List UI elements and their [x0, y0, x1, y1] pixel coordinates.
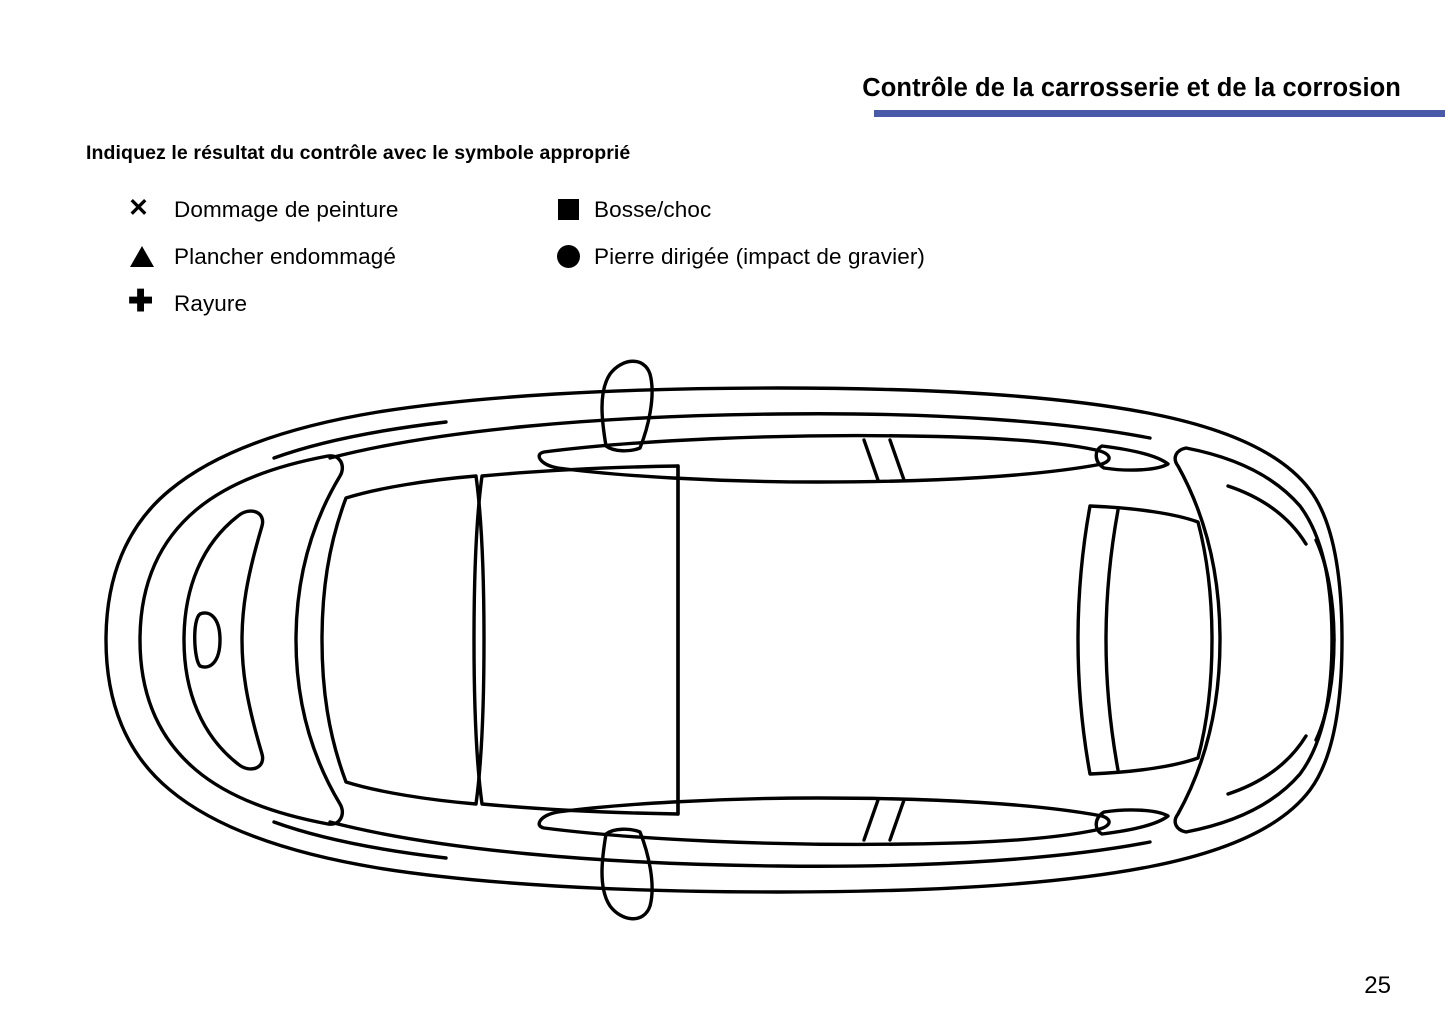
trunk-seam-upper	[1228, 486, 1306, 544]
top-door-line-2	[890, 440, 904, 480]
legend-item-floor-damage	[128, 233, 399, 280]
x-mark-icon	[128, 194, 174, 222]
square-icon	[548, 199, 594, 220]
rear-deck-panel	[1175, 448, 1332, 832]
trunk-seam-lower	[1228, 736, 1306, 794]
header-rule	[874, 110, 1445, 117]
square-glyph	[558, 199, 579, 220]
legend-item-stone-chip	[548, 233, 925, 280]
rear-window	[1078, 506, 1212, 774]
page-number: 25	[1364, 972, 1391, 999]
top-window-strip	[539, 436, 1109, 482]
legend-item-scratch	[128, 280, 399, 327]
page-title: Contrôle de la carrosserie et de la corrosion	[862, 74, 1401, 102]
page-header	[0, 74, 1445, 124]
legend-label-scratch: Rayure	[174, 290, 248, 316]
legend-item-dent	[548, 186, 925, 233]
legend-label-floor-damage: Plancher endommagé	[174, 243, 396, 269]
upper-belt-line	[330, 414, 1150, 458]
legend-label-paint-damage: Dommage de peinture	[174, 196, 399, 222]
legend-item-paint-damage	[128, 186, 399, 233]
triangle-glyph	[130, 246, 154, 267]
bottom-door-line-2	[890, 800, 904, 840]
lower-belt-line	[330, 822, 1150, 866]
top-rear-wedge	[1096, 446, 1168, 470]
windshield	[322, 476, 484, 804]
roof-panel	[474, 466, 678, 814]
plus-icon	[128, 284, 174, 319]
rear-window-divider	[1106, 510, 1118, 770]
plus-glyph: ✚	[128, 284, 154, 318]
legend-label-dent: Bosse/choc	[594, 196, 712, 222]
car-top-view-diagram	[78, 330, 1368, 950]
side-mirror-top	[602, 361, 652, 451]
circle-glyph	[557, 245, 580, 268]
x-mark-glyph: ✕	[128, 194, 149, 222]
instruction-text: Indiquez le résultat du contrôle avec le symbole approprié	[86, 142, 631, 164]
bottom-rear-wedge	[1096, 810, 1168, 834]
legend-column-right	[548, 186, 925, 280]
circle-icon	[548, 245, 594, 268]
legend-column-left	[128, 186, 399, 327]
side-mirror-bottom	[602, 829, 652, 919]
bottom-window-strip	[539, 798, 1109, 844]
triangle-icon	[128, 246, 174, 267]
bottom-door-line-1	[864, 800, 878, 840]
front-grille-notch	[195, 613, 220, 667]
top-door-line-1	[864, 440, 878, 480]
legend-label-stone-chip: Pierre dirigée (impact de gravier)	[594, 243, 926, 269]
